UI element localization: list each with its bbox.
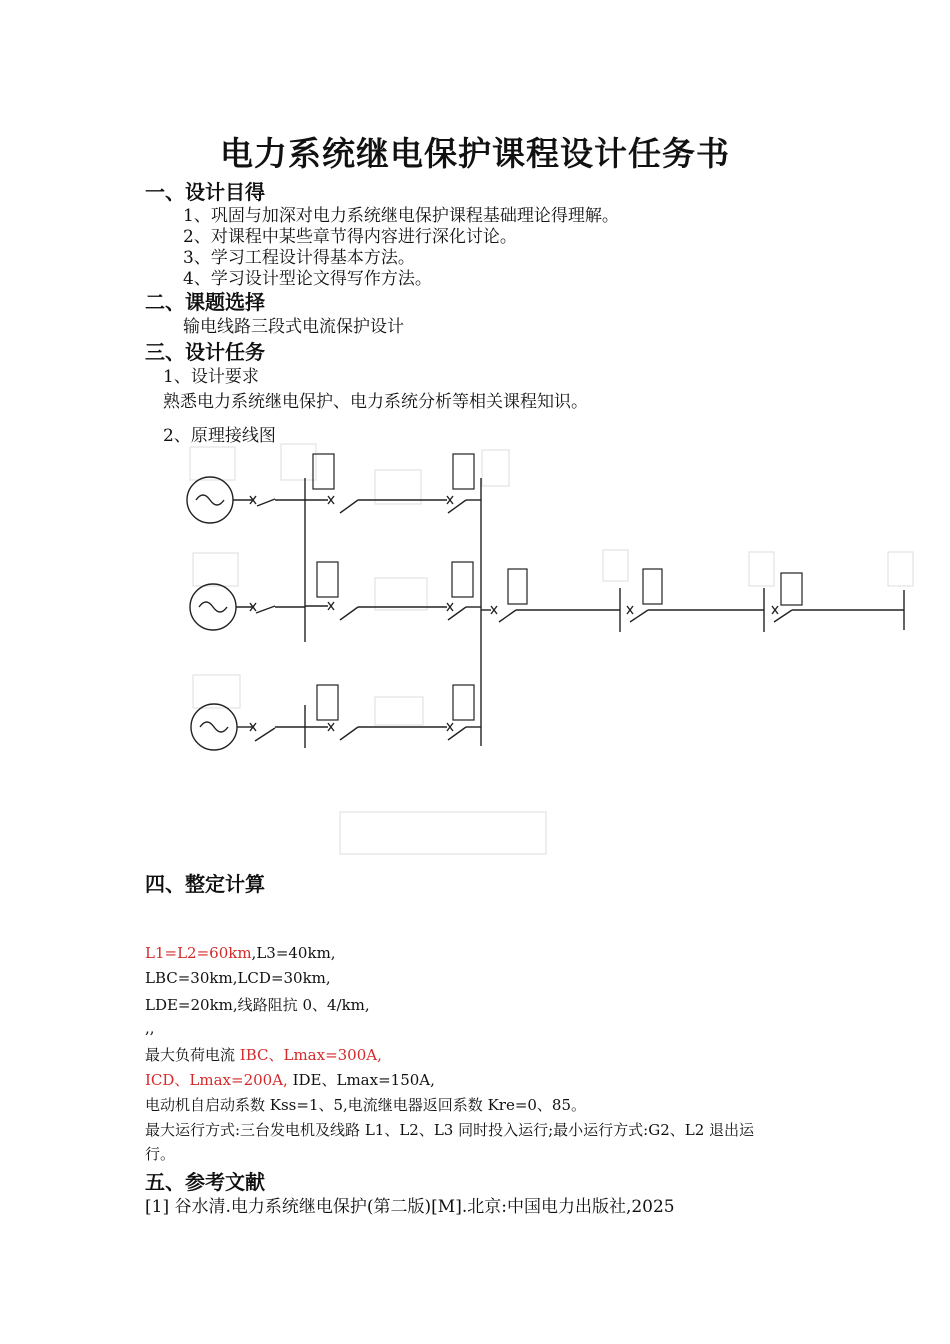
topic-text: 输电线路三段式电流保护设计 <box>183 317 404 337</box>
calc-line-5 <box>145 1044 382 1065</box>
section-heading-references: 五、参考文献 <box>145 1170 265 1194</box>
section-heading-task: 三、设计任务 <box>145 340 265 364</box>
calc-line-3: LDE=20km,线路阻抗 0、4/km, <box>145 996 370 1014</box>
calc-line-9: 行。 <box>145 1145 176 1163</box>
calc-line-4: ,, <box>145 1019 155 1037</box>
purpose-item-4: 4、学习设计型论文得写作方法。 <box>183 269 432 289</box>
section-heading-topic: 二、课题选择 <box>145 290 265 314</box>
purpose-item-2: 2、对课程中某些章节得内容进行深化讨论。 <box>183 227 517 247</box>
section-heading-calculation: 四、整定计算 <box>145 872 265 896</box>
reference-item-1: [1] 谷水清.电力系统继电保护(第二版)[M].北京:中国电力出版社,2025 <box>145 1197 675 1217</box>
purpose-item-1: 1、巩固与加深对电力系统继电保护课程基础理论得理解。 <box>183 206 619 226</box>
calc-line-6-black: IDE、Lmax=150A, <box>287 1071 435 1089</box>
calc-line-7: 电动机自启动系数 Kss=1、5,电流继电器返回系数 Kre=0、85。 <box>145 1096 587 1114</box>
calc-line-8: 最大运行方式:三台发电机及线路 L1、L2、L3 同时投入运行;最小运行方式:G2、L2 退出运 <box>145 1121 755 1139</box>
requirement-title: 1、设计要求 <box>163 367 259 387</box>
purpose-item-3: 3、学习工程设计得基本方法。 <box>183 248 415 268</box>
diagram-title: 2、原理接线图 <box>163 426 276 446</box>
calc-line-6 <box>145 1069 435 1090</box>
section-heading-purpose: 一、设计目得 <box>145 180 265 204</box>
calc-line-6-red: ICD、Lmax=200A, <box>145 1071 288 1089</box>
page-title: 电力系统继电保护课程设计任务书 <box>220 134 730 173</box>
calc-line-1 <box>145 944 336 962</box>
calc-line-5-black: 最大负荷电流 <box>145 1046 240 1064</box>
calc-line-1-red: L1=L2=60km <box>145 944 252 962</box>
calc-line-2: LBC=30km,LCD=30km, <box>145 969 331 987</box>
requirement-text: 熟悉电力系统继电保护、电力系统分析等相关课程知识。 <box>163 392 588 412</box>
wiring-diagram <box>0 435 950 865</box>
calc-line-1-black: ,L3=40km, <box>251 944 336 962</box>
calc-line-5-red: IBC、Lmax=300A, <box>239 1046 382 1064</box>
